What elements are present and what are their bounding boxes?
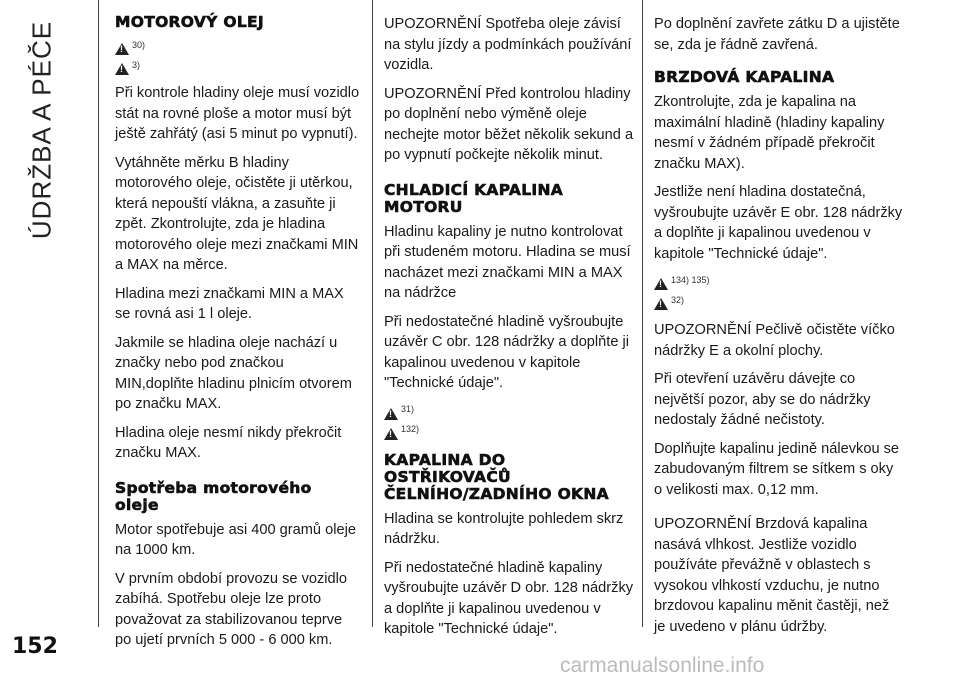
paragraph: UPOZORNĚNÍ Pečlivě očistěte víčko nádržky E a okolní plochy.: [654, 322, 895, 359]
column-divider-2: [642, 0, 643, 627]
paragraph: Při nedostatečné hladině kapaliny vyšroubujte uzávěr D obr. 128 nádržky a doplňte ji kapalinou uvedenou v kapitole "Technické údaje".: [384, 559, 634, 637]
page-number: 152: [12, 634, 58, 659]
section-title-text: ÚDRŽBA A PÉČE: [26, 20, 57, 240]
paragraph: Zkontrolujte, zda je kapalina na maximální hladině (hladiny kapaliny nesmí v žádném případě překročit značku MAX).: [654, 94, 885, 172]
warning-triangle-icon: [384, 428, 398, 440]
warning-triangle-icon: [654, 278, 668, 290]
warning-ref-text: 31): [401, 404, 415, 414]
warning-ref: [654, 272, 904, 290]
warning-ref: [115, 37, 360, 55]
heading-coolant: CHLADICÍ KAPALINA MOTORU: [384, 180, 564, 216]
heading-washer-fluid: KAPALINA DO OSTŘIKOVAČŮ ČELNÍHO/ZADNÍHO OKNA: [384, 450, 609, 503]
margin-rule: [98, 0, 99, 627]
warning-ref: [654, 292, 904, 310]
paragraph: Hladina se kontrolujte pohledem skrz nádržku.: [384, 510, 624, 547]
paragraph: Motor spotřebuje asi 400 gramů oleje na 1000 km.: [115, 521, 356, 558]
warning-ref: [384, 402, 634, 420]
paragraph: Jakmile se hladina oleje nachází u značky nebo pod značkou MIN,doplňte hladinu plnicím otvorem po značku MAX.: [115, 334, 352, 412]
warning-ref: [384, 422, 634, 440]
warning-ref-text: 30): [132, 39, 146, 50]
warning-ref-text: 3): [132, 59, 141, 70]
paragraph: Při otevření uzávěru dávejte co největší pozor, aby se do nádržky nedostaly žádné nečistoty.: [654, 371, 871, 428]
column-divider-1: [372, 0, 373, 627]
paragraph: Při nedostatečné hladině vyšroubujte uzávěr C obr. 128 nádržky a doplňte ji kapalinou uvedenou v kapitole "Technické údaje".: [384, 313, 629, 391]
heading-oil-consumption: Spotřeba motorového oleje: [115, 478, 312, 514]
paragraph: UPOZORNĚNÍ Před kontrolou hladiny po doplnění nebo výměně oleje nechejte motor běžet několik sekund a po vypnutí počkejte několik minut.: [384, 85, 634, 163]
warning-ref: [115, 57, 360, 75]
column-1: [115, 14, 360, 659]
paragraph: Doplňujte kapalinu jedině nálevkou se zabudovaným filtrem se sítkem s oky o velikosti max. 0,12 mm.: [654, 440, 900, 498]
heading-brake-fluid: BRZDOVÁ KAPALINA: [654, 68, 835, 86]
paragraph: UPOZORNĚNÍ Spotřeba oleje závisí na stylu jízdy a podmínkách používání vozidla.: [384, 16, 632, 73]
paragraph: Vytáhněte měrku B hladiny motorového oleje, očistěte ji utěrkou, která nepouští vlákna, a zasuňte ji zpět. Zkontrolujte, zda je hladina motorového oleje mezi značkami MIN a MAX na měrce.: [115, 154, 359, 273]
warning-triangle-icon: [384, 408, 398, 420]
paragraph: Jestliže není hladina dostatečná, vyšroubujte uzávěr E obr. 128 nádržky a doplňte ji kapalinou uvedenou v kapitole "Technické údaje".: [654, 184, 903, 262]
paragraph: Hladina oleje nesmí nikdy překročit značku MAX.: [115, 424, 342, 461]
hand-warning-icon: [654, 298, 668, 310]
column-2: [384, 14, 634, 648]
warning-ref-text: 134) 135): [671, 274, 710, 285]
column-3: [654, 14, 904, 645]
warning-ref-text: 32): [671, 294, 685, 305]
paragraph: Po doplnění zavřete zátku D a ujistěte se, zda je řádně zavřená.: [654, 16, 900, 53]
paragraph: UPOZORNĚNÍ Brzdová kapalina nasává vlhkost. Jestliže vozidlo používáte převážně v oblastech s vysokou vlhkostí vzduchu, je nutno brzdovou kapalinu měnit častěji, než je uvedeno v plánu údržby.: [654, 516, 890, 635]
paragraph: V prvním období provozu se vozidlo zabíhá. Spotřebu oleje lze proto považovat za stabilizovanou teprve po ujetí prvních 5 000 - 6 000 km.: [115, 570, 348, 648]
warning-triangle-icon: [115, 43, 129, 55]
section-title-vertical: [12, 20, 72, 240]
watermark: carmanualsonline.info: [560, 654, 765, 677]
hand-warning-icon: [115, 63, 129, 75]
heading-motor-oil: MOTOROVÝ OLEJ: [115, 13, 264, 31]
paragraph: Hladina mezi značkami MIN a MAX se rovná asi 1 l oleje.: [115, 285, 344, 322]
paragraph: Při kontrole hladiny oleje musí vozidlo stát na rovné ploše a motor musí být ještě zahřátý (asi 5 minut po vypnutí).: [115, 85, 360, 142]
warning-ref-text: 132): [401, 424, 420, 434]
paragraph: Hladinu kapaliny je nutno kontrolovat při studeném motoru. Hladina se musí nacházet mezi značkami MIN a MAX na nádržce: [384, 223, 631, 301]
